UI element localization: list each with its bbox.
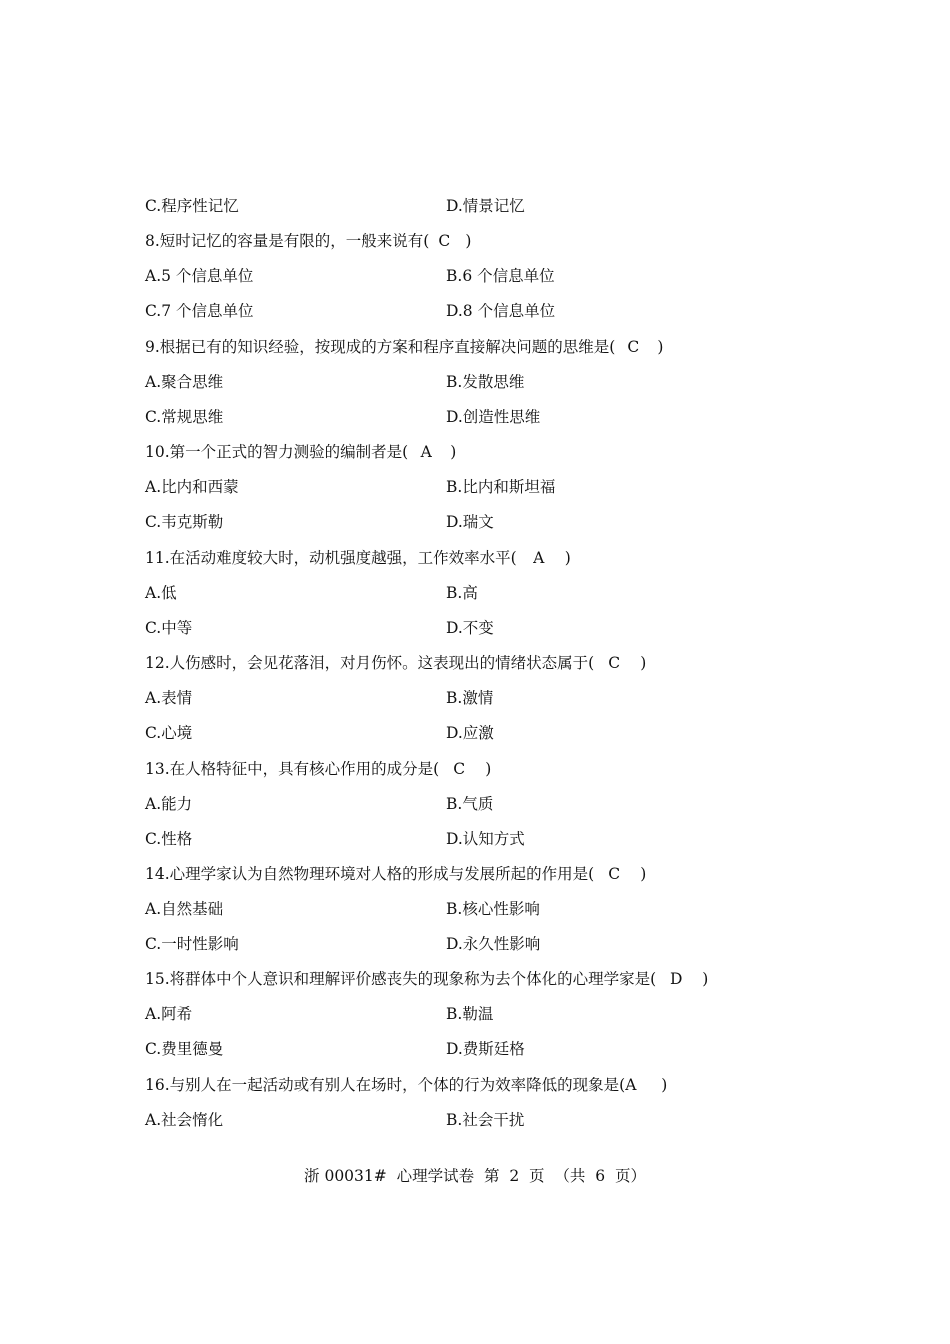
- q11-option-d: D.不变: [446, 619, 494, 637]
- q10-option-c: C.韦克斯勒: [145, 513, 224, 531]
- q14-stem: [145, 864, 646, 884]
- question-text: 9.根据已有的知识经验，按现成的方案和程序直接解决问题的思维是(: [145, 338, 616, 356]
- question-text: 14.心理学家认为自然物理环境对人格的形成与发展所起的作用是(: [145, 865, 595, 883]
- answer-mark: C: [608, 865, 621, 883]
- q9-option-a: A.聚合思维: [145, 373, 224, 391]
- q13-option-b: B.气质: [446, 795, 494, 813]
- answer-mark: C: [438, 232, 451, 250]
- q12-option-d: D.应激: [446, 724, 494, 742]
- q12-stem: [145, 653, 646, 673]
- question-text: 16.与别人在一起活动或有别人在场时，个体的行为效率降低的现象是(: [145, 1076, 626, 1094]
- q9-stem: [145, 337, 663, 357]
- q10-stem: [145, 442, 456, 462]
- q10-option-b: B.比内和斯坦福: [446, 478, 556, 496]
- question-text: 15.将群体中个人意识和理解评价感丧失的现象称为去个体化的心理学家是(: [145, 970, 657, 988]
- q11-option-c: C.中等: [145, 619, 193, 637]
- q8-stem: [145, 231, 471, 251]
- answer-mark: A: [420, 443, 432, 461]
- closing-paren: ): [485, 760, 492, 778]
- q14-option-d: D.永久性影响: [446, 935, 541, 953]
- closing-paren: ): [640, 865, 647, 883]
- q13-option-d: D.认知方式: [446, 830, 525, 848]
- q15-option-d: D.费斯廷格: [446, 1040, 525, 1058]
- q15-option-c: C.费里德曼: [145, 1040, 224, 1058]
- answer-mark: A: [625, 1076, 637, 1094]
- q15-option-b: B.勒温: [446, 1005, 494, 1023]
- closing-paren: ): [661, 1076, 668, 1094]
- q14-option-c: C.一时性影响: [145, 935, 239, 953]
- q14-option-a: A.自然基础: [145, 900, 224, 918]
- q11-option-a: A.低: [145, 584, 177, 602]
- closing-paren: ): [564, 549, 571, 567]
- q9-option-c: C.常规思维: [145, 408, 224, 426]
- closing-paren: ): [702, 970, 709, 988]
- q8-option-b: B.6 个信息单位: [446, 267, 555, 285]
- q11-stem: [145, 548, 571, 568]
- q13-stem: [145, 759, 491, 779]
- answer-mark: A: [533, 549, 545, 567]
- answer-mark: D: [669, 970, 683, 988]
- answer-mark: C: [453, 760, 466, 778]
- q13-option-a: A.能力: [145, 795, 193, 813]
- q12-option-c: C.心境: [145, 724, 193, 742]
- q8-option-c: C.7 个信息单位: [145, 302, 254, 320]
- answer-mark: C: [608, 654, 621, 672]
- q12-option-b: B.激情: [446, 689, 494, 707]
- q16-stem: [145, 1075, 667, 1095]
- q8-option-d: D.8 个信息单位: [446, 302, 556, 320]
- closing-paren: ): [465, 232, 472, 250]
- answer-mark: C: [627, 338, 640, 356]
- q7-option-d: D.情景记忆: [446, 197, 525, 215]
- closing-paren: ): [640, 654, 647, 672]
- page-footer: 浙 00031# 心理学试卷 第 2 页 （共 6 页）: [304, 1167, 646, 1185]
- closing-paren: ): [450, 443, 457, 461]
- q10-option-a: A.比内和西蒙: [145, 478, 239, 496]
- q9-option-d: D.创造性思维: [446, 408, 541, 426]
- q16-option-a: A.社会惰化: [145, 1111, 224, 1129]
- q11-option-b: B.高: [446, 584, 478, 602]
- q13-option-c: C.性格: [145, 830, 193, 848]
- q8-option-a: A.5 个信息单位: [145, 267, 254, 285]
- q16-option-b: B.社会干扰: [446, 1111, 525, 1129]
- q14-option-b: B.核心性影响: [446, 900, 540, 918]
- question-text: 11.在活动难度较大时，动机强度越强，工作效率水平(: [145, 549, 517, 567]
- q9-option-b: B.发散思维: [446, 373, 525, 391]
- question-text: 13.在人格特征中，具有核心作用的成分是(: [145, 760, 440, 778]
- question-text: 10.第一个正式的智力测验的编制者是(: [145, 443, 409, 461]
- q15-stem: [145, 969, 708, 989]
- q15-option-a: A.阿希: [145, 1005, 193, 1023]
- question-text: 12.人伤感时，会见花落泪，对月伤怀。这表现出的情绪状态属于(: [145, 654, 595, 672]
- question-text: 8.短时记忆的容量是有限的，一般来说有(: [145, 232, 430, 250]
- q12-option-a: A.表情: [145, 689, 193, 707]
- q7-option-c: C.程序性记忆: [145, 197, 239, 215]
- q10-option-d: D.瑞文: [446, 513, 494, 531]
- closing-paren: ): [657, 338, 664, 356]
